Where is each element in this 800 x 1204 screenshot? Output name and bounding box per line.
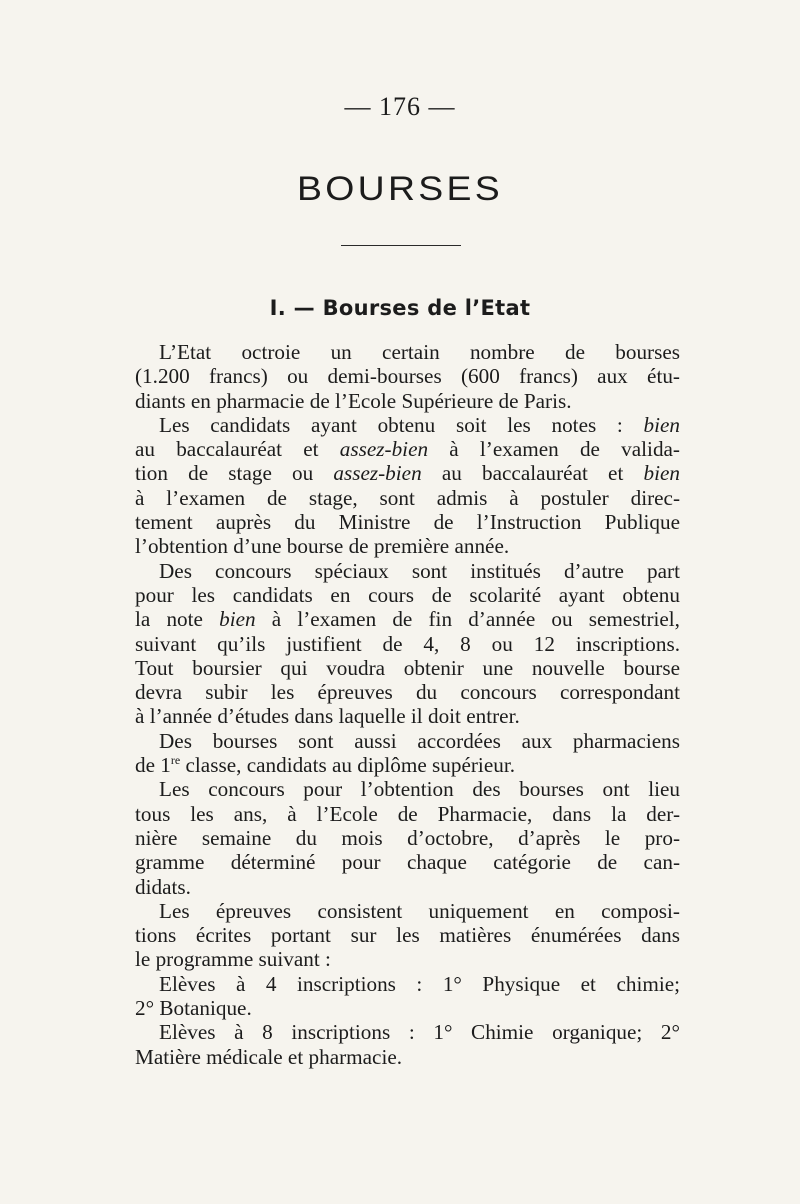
text-fragment: à l’examen de fin d’année ou semestriel,	[255, 607, 680, 632]
text-line: Des bourses sont aussi accordées aux pharmaciens	[159, 728, 680, 753]
text-line: gramme déterminé pour chaque catégorie de can-	[135, 850, 680, 875]
text-line: pour les candidats en cours de scolarité ayant obtenu	[135, 582, 680, 607]
text-line	[135, 607, 680, 631]
text-fragment: au baccalauréat et	[421, 461, 644, 486]
text-line: diants en pharmacie de l’Ecole Supérieure de Paris.	[135, 388, 572, 413]
text-fragment: classe, candidats au diplôme supérieur.	[180, 753, 515, 778]
paragraph-state-scholarships	[135, 340, 680, 413]
text-line	[135, 461, 680, 485]
paragraph-exams	[135, 899, 680, 972]
body-text	[135, 340, 680, 1069]
text-line: Matière médicale et pharmacie.	[135, 1044, 403, 1069]
text-line: à l’année d’études dans laquelle il doit entrer.	[135, 704, 520, 729]
title-divider	[341, 245, 461, 246]
italic-term: assez-bien	[339, 437, 429, 462]
italic-term: bien	[643, 461, 680, 486]
text-line: à l’examen de stage, sont admis à postuler direc-	[135, 485, 680, 510]
text-line: nière semaine du mois d’octobre, d’après le pro-	[135, 825, 680, 850]
italic-term: bien	[643, 412, 680, 437]
text-line: didats.	[135, 874, 191, 899]
text-line: 2° Botanique.	[135, 996, 252, 1021]
section-title: I. — Bourses de l’Etat	[269, 296, 531, 320]
text-line: le programme suivant :	[135, 947, 331, 972]
text-line: L’Etat octroie un certain nombre de bourses	[159, 340, 680, 364]
text-line: Des concours spéciaux sont institués d’autre part	[159, 558, 680, 583]
text-line: tement auprès du Ministre de l’Instruction Publique	[135, 510, 680, 535]
paragraph-pharmacists	[135, 729, 680, 778]
text-line	[135, 753, 680, 777]
text-fragment: tion de stage ou	[135, 461, 334, 486]
text-line: suivant qu’ils justifient de 4, 8 ou 12 inscriptions.	[135, 631, 680, 656]
text-fragment: la note	[135, 607, 220, 632]
text-line: Elèves à 8 inscriptions : 1° Chimie organique; 2°	[159, 1020, 680, 1045]
text-line: Les épreuves consistent uniquement en composi-	[159, 898, 680, 923]
text-line: tous les ans, à l’Ecole de Pharmacie, dans la der-	[135, 801, 680, 826]
text-line: devra subir les épreuves du concours correspondant	[135, 680, 680, 705]
paragraph-four-inscriptions	[135, 972, 680, 1021]
paragraph-special-competitions	[135, 559, 680, 729]
text-fragment: de 1	[135, 753, 171, 778]
paragraph-competition-schedule	[135, 777, 680, 898]
superscript: re	[170, 753, 181, 768]
text-line	[135, 413, 680, 437]
text-line: l’obtention d’une bourse de première année.	[135, 534, 510, 559]
text-line: tions écrites portant sur les matières énumérées dans	[135, 923, 680, 948]
paragraph-eight-inscriptions	[135, 1020, 680, 1069]
text-line	[135, 437, 680, 461]
italic-term: assez-bien	[333, 461, 422, 486]
italic-term: bien	[219, 607, 256, 632]
page-title: BOURSES	[296, 170, 503, 208]
text-line: (1.200 francs) ou demi-bourses (600 francs) aux étu-	[135, 364, 680, 389]
text-line: Elèves à 4 inscriptions : 1° Physique et chimie;	[159, 971, 680, 996]
page-number: — 176 —	[344, 92, 456, 121]
text-fragment: à l’examen de valida-	[428, 437, 680, 462]
text-fragment: Les candidats ayant obtenu soit les notes :	[159, 412, 644, 437]
text-line: Tout boursier qui voudra obtenir une nouvelle bourse	[135, 655, 680, 680]
text-fragment: au baccalauréat et	[135, 437, 340, 462]
text-line: Les concours pour l’obtention des bourses ont lieu	[159, 777, 680, 802]
paragraph-candidates	[135, 413, 680, 559]
